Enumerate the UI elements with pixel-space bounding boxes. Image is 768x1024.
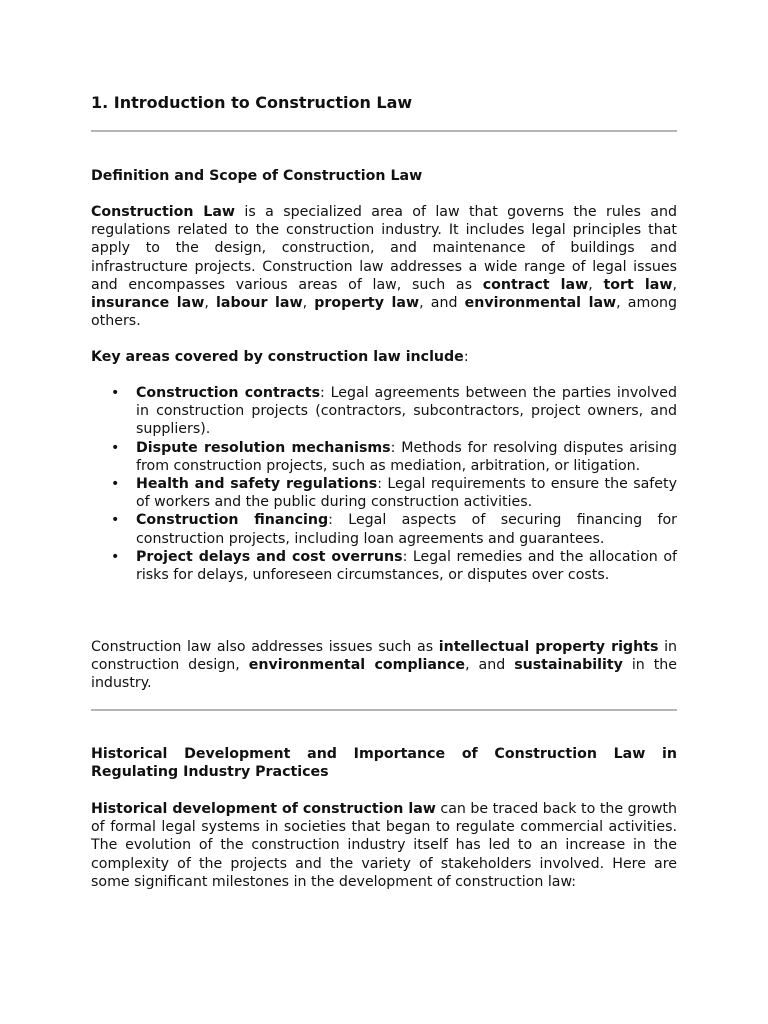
list-item (91, 511, 677, 547)
list-item-desc: : Legal aspects of securing financing for construction projects, including loan agreements and guarantees. (136, 512, 677, 547)
section-divider (91, 709, 677, 711)
key-areas-label: Key areas covered by construction law include (91, 349, 464, 365)
text-span: , (204, 295, 217, 312)
text-span: , among others. (91, 295, 677, 330)
text-span: , and (465, 657, 515, 674)
term-historical-development: Historical development of construction law (91, 801, 436, 817)
bullet-icon: • (111, 439, 120, 456)
text-span: is a specialized area of law that governs the rules and regulations related to the construction industry. It includes legal principles that apply to the design, construction, and maintenance of buildings and infrastructure projects. Construction law addresses a wide range of legal issues and encompasses various areas of law, such as (91, 204, 677, 293)
text-span: can be traced back to the growth of formal legal systems in societies that began to regulate commercial activities. The evolution of the construction industry itself has led to an increase in the complexity of the projects and the variety of stakeholders involved. Here are some significant milestones in the development of construction law: (91, 801, 677, 890)
bullet-icon: • (111, 385, 120, 401)
text-span: Construction law also addresses issues such as (91, 639, 439, 655)
text-span: , (588, 276, 604, 293)
list-item-desc: : Legal agreements between the parties involved in construction projects (contractors, subcontractors, project owners, and suppliers). (136, 385, 677, 438)
list-item (91, 439, 677, 475)
term-environmental-compliance: environmental compliance (248, 657, 466, 674)
chapter-title: 1. Introduction to Construction Law (91, 93, 413, 112)
text-span: , (302, 295, 315, 312)
paragraph-additional-issues (91, 638, 677, 693)
section-heading-history: Historical Development and Importance of Construction Law in Regulating Industry Practices (91, 746, 677, 781)
list-item-term: Construction contracts (136, 385, 321, 401)
term-tort-law: tort law (603, 276, 673, 293)
paragraph-definition (91, 203, 677, 330)
text-span: , (672, 276, 677, 293)
list-item (91, 384, 677, 439)
list-item-term: Dispute resolution mechanisms (136, 439, 391, 456)
paragraph-key-areas-intro (91, 348, 677, 366)
term-construction-law: Construction Law (91, 204, 236, 220)
term-intellectual-property-rights: intellectual property rights (438, 639, 659, 655)
text-span: in the industry. (91, 657, 677, 692)
list-item-desc: : Legal remedies and the allocation of risks for delays, unforeseen circumstances, or disputes over costs. (136, 548, 677, 584)
paragraph-history (91, 800, 677, 891)
list-item-term: Project delays and cost overruns (136, 548, 403, 565)
list-item-term: Health and safety regulations (136, 476, 378, 493)
text-span: , and (419, 295, 465, 312)
bullet-icon: • (111, 548, 120, 565)
text-span: : (463, 349, 469, 365)
section-divider (91, 130, 677, 132)
term-environmental-law: environmental law (464, 295, 617, 312)
key-areas-list (91, 384, 677, 584)
term-sustainability: sustainability (514, 657, 623, 674)
term-contract-law: contract law (482, 276, 589, 293)
list-item-desc: : Legal requirements to ensure the safety of workers and the public during construction activities. (136, 476, 677, 511)
list-item-desc: : Methods for resolving disputes arising from construction projects, such as mediation, arbitration, or litigation. (136, 439, 677, 474)
bullet-icon: • (111, 512, 120, 529)
term-insurance-law: insurance law (91, 295, 205, 312)
list-item (91, 548, 677, 584)
term-property-law: property law (314, 295, 420, 312)
list-item (91, 475, 677, 511)
term-labour-law: labour law (216, 295, 303, 312)
section-heading-definition: Definition and Scope of Construction Law (91, 168, 423, 184)
text-span: in construction design, (91, 639, 678, 674)
list-item-term: Construction financing (136, 512, 329, 529)
bullet-icon: • (111, 476, 120, 493)
